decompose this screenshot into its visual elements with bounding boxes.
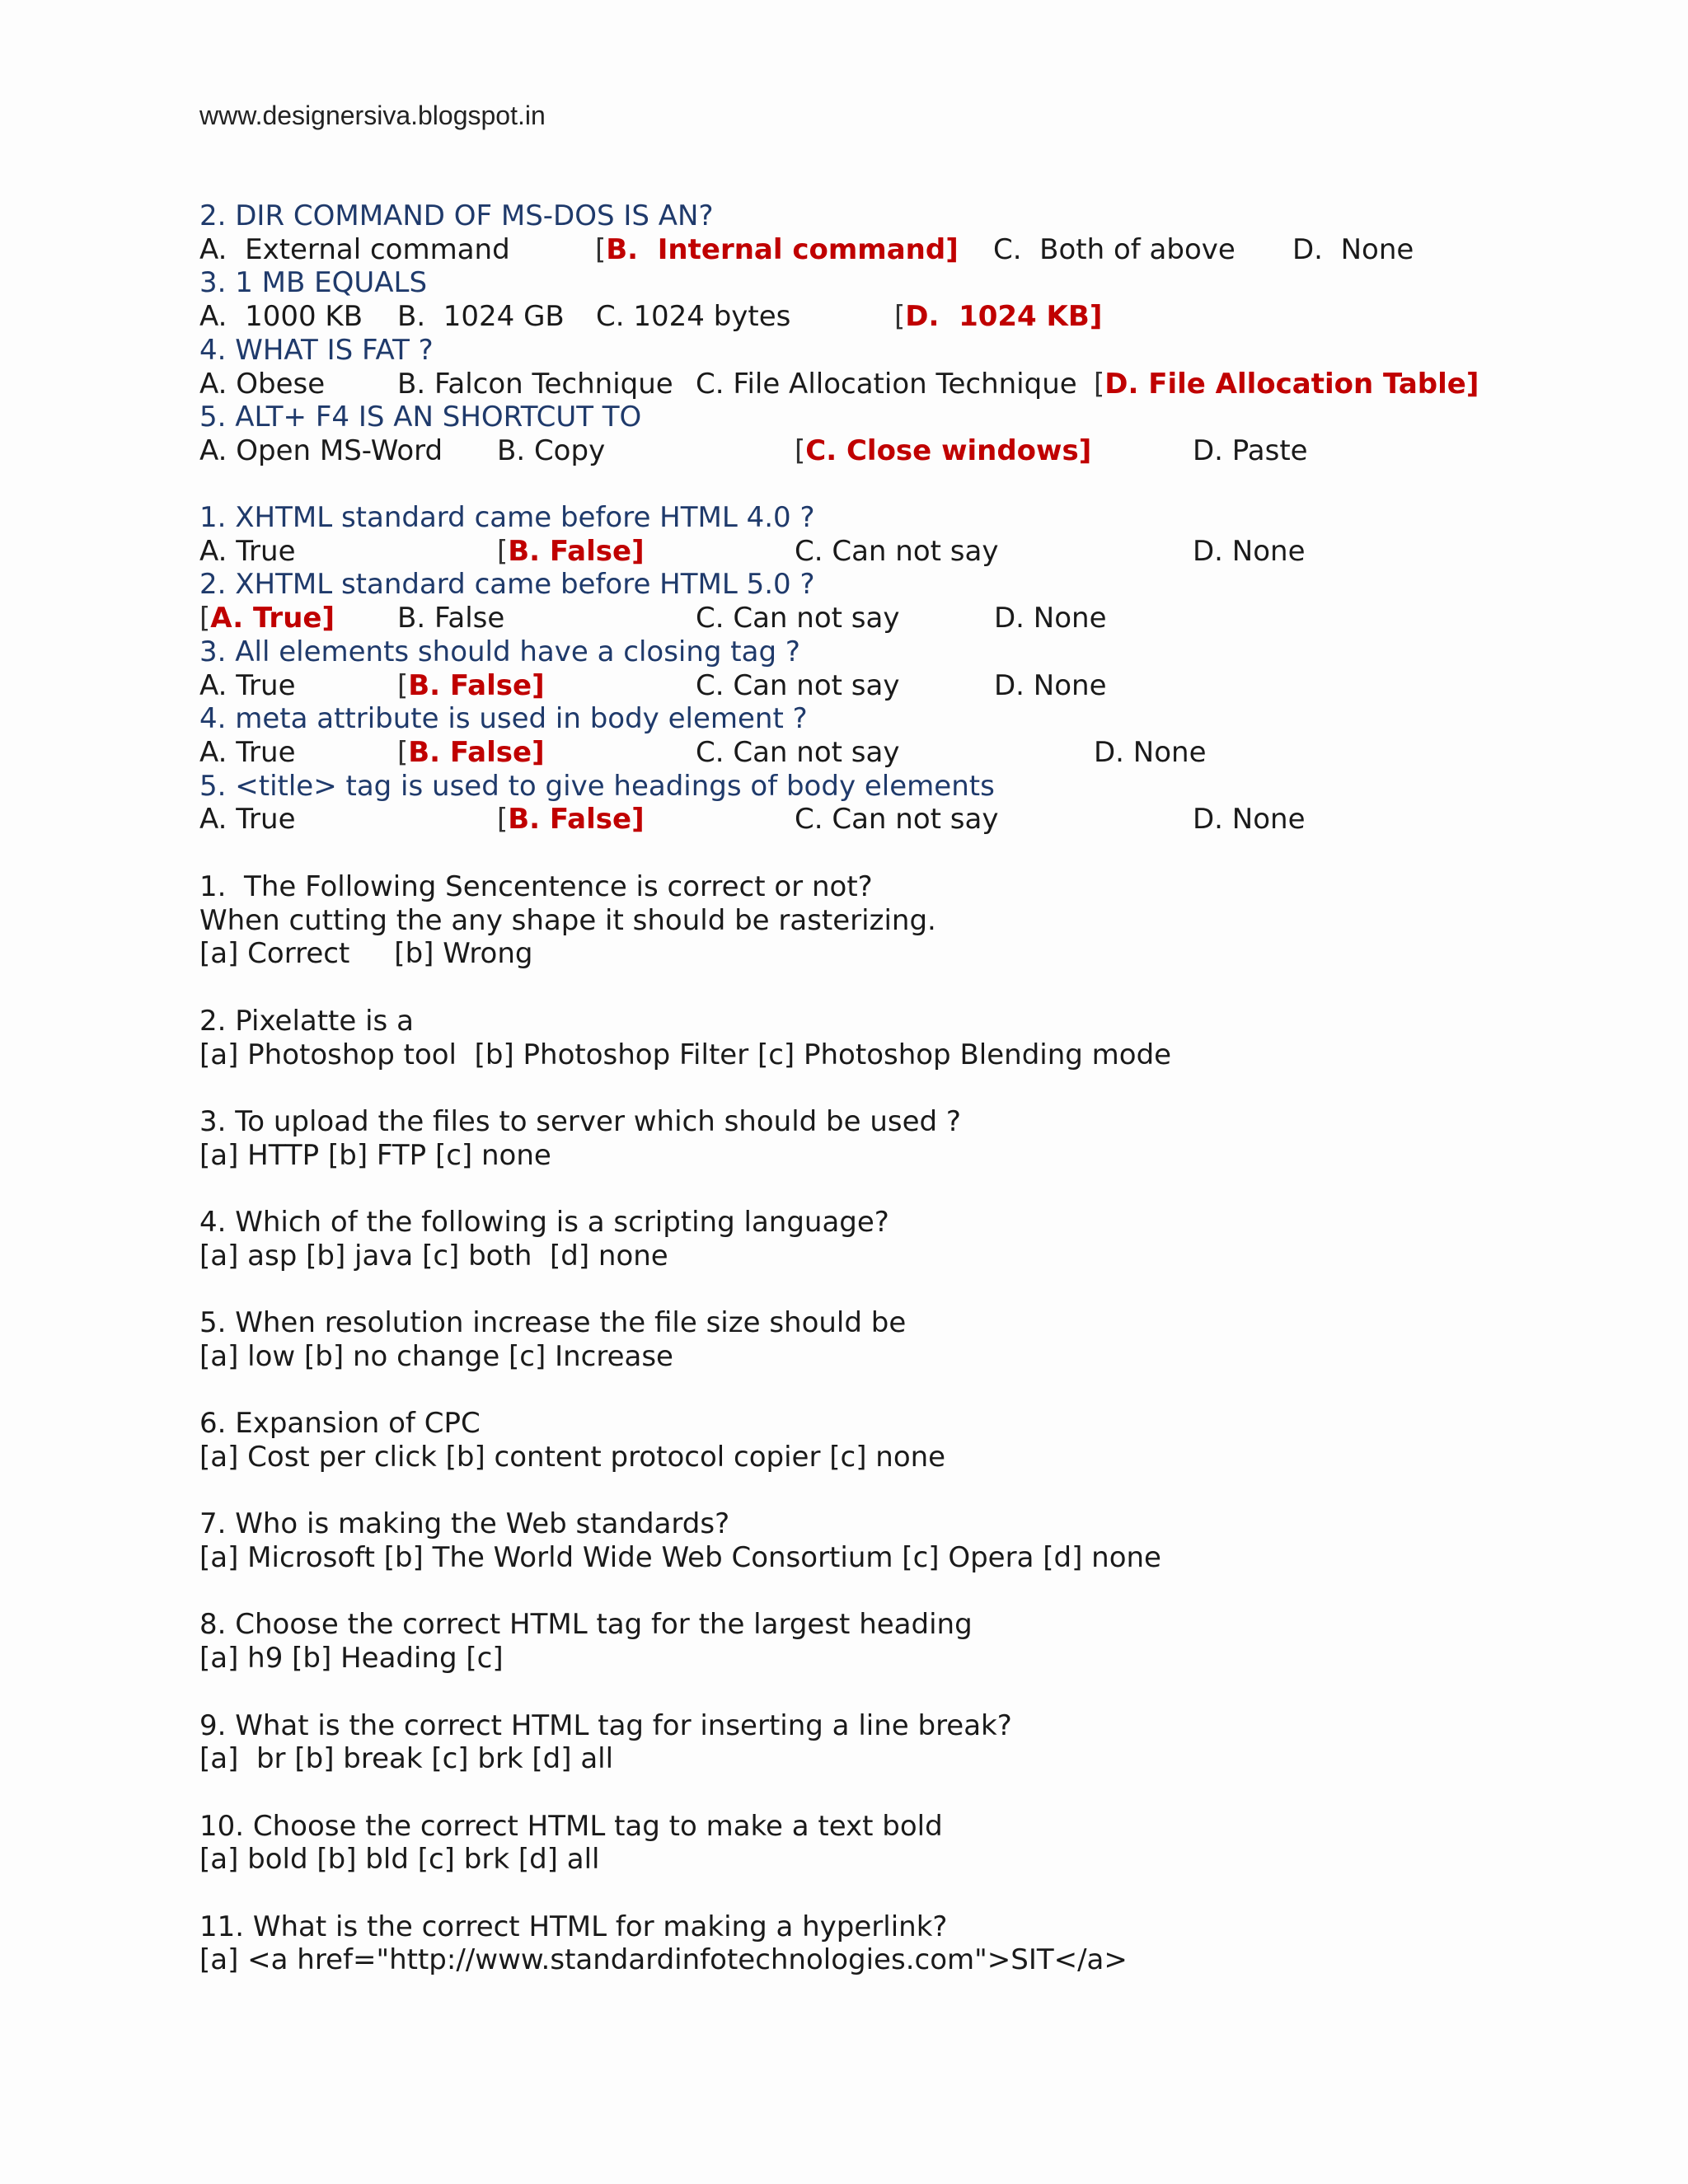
answer-option: B. False [397,602,505,635]
bracket-close: ] [532,668,545,702]
question-text: 5. When resolution increase the file size should be [199,1306,907,1340]
answer-option: A. Open MS-Word [199,434,443,467]
correct-answer-option [1094,368,1479,401]
question-text: 1. XHTML standard came before HTML 4.0 ? [199,501,815,534]
answer-text: A. True [210,602,322,635]
question-text: 1. The Following Sencentence is correct or not? [199,870,873,903]
bracket-open: [ [397,735,409,769]
question-text: 11. What is the correct HTML for making a hyperlink? [199,1910,948,1943]
answer-option: B. Copy [497,434,606,467]
answer-option: C. Can not say [696,602,900,635]
options-text: [a] Microsoft [b] The World Wide Web Consortium [c] Opera [d] none [199,1541,1161,1574]
site-header: www.designersiva.blogspot.in [199,101,546,130]
answer-text: B. False [508,803,632,837]
options-text: [a] Correct [b] Wrong [199,937,533,971]
bracket-close: ] [631,803,645,837]
answer-option: C. Can not say [696,735,900,769]
bracket-close: ] [1089,300,1103,334]
answer-option: A. Obese [199,367,326,401]
bracket-open: [ [397,668,409,702]
correct-answer-option [595,233,959,266]
answer-option: A. True [199,668,296,702]
question-text: 2. XHTML standard came before HTML 5.0 ? [199,568,815,602]
bracket-open: [ [497,803,509,837]
bracket-close: ] [1078,434,1092,467]
question-text: 4. Which of the following is a scripting language? [199,1206,889,1239]
bracket-close: ] [945,232,959,266]
options-text: [a] <a href="http://www.standardinfotechnologies.com">SIT</a> [199,1943,1128,1977]
answer-option: C. 1024 bytes [596,300,791,334]
answer-option: B. 1024 GB [397,300,565,334]
correct-answer-option [497,803,645,836]
question-text: 3. All elements should have a closing tag ? [199,635,800,668]
answer-option: D. None [994,668,1107,702]
correct-answer-option [795,434,1091,467]
answer-option: D. None [994,602,1107,635]
options-text: [a] asp [b] java [c] both [d] none [199,1239,668,1272]
answer-option: A. True [199,534,296,568]
options-text: [a] low [b] no change [c] Increase [199,1339,673,1373]
bracket-close: ] [1465,367,1479,401]
answer-option: D. None [1292,232,1414,266]
question-text: 5. <title> tag is used to give headings of body elements [199,769,995,803]
bracket-close: ] [631,534,645,568]
answer-option: D. None [1193,803,1306,837]
options-text: When cutting the any shape it should be rasterizing. [199,903,936,937]
answer-option: A. True [199,735,296,769]
answer-text: D. File Allocation Table [1104,367,1466,401]
bracket-open: [ [199,602,211,635]
answer-text: D. 1024 KB [905,300,1090,334]
answer-option: D. Paste [1193,434,1308,467]
bracket-open: [ [595,232,607,266]
question-text: 10. Choose the correct HTML tag to make a text bold [199,1809,943,1843]
answer-option: A. 1000 KB [199,300,363,334]
question-text: 8. Choose the correct HTML tag for the largest heading [199,1608,973,1642]
answer-option: A. External command [199,232,510,266]
options-text: [a] Photoshop tool [b] Photoshop Filter [c] Photoshop Blending mode [199,1038,1172,1071]
answer-text: C. Close windows [805,434,1079,467]
answer-option: C. Can not say [795,534,999,568]
question-text: 5. ALT+ F4 IS AN SHORTCUT TO [199,401,642,434]
answer-option: D. None [1193,534,1306,568]
options-text: [a] HTTP [b] FTP [c] none [199,1138,551,1172]
question-text: 3. To upload the files to server which should be used ? [199,1104,961,1138]
answer-option: C. File Allocation Technique [696,367,1077,401]
correct-answer-option [894,300,1102,333]
answer-text: B. False [408,668,532,702]
correct-answer-option [397,736,545,769]
answer-text: B. False [508,534,632,568]
answer-text: B. Internal command [606,232,946,266]
question-text: 6. Expansion of CPC [199,1407,481,1441]
options-text: [a] h9 [b] Heading [c] [199,1642,504,1675]
bracket-close: ] [321,602,335,635]
correct-answer-option [497,535,645,568]
bracket-open: [ [894,300,906,334]
answer-text: B. False [408,735,532,769]
correct-answer-option [397,669,545,702]
bracket-open: [ [795,434,806,467]
question-text: 9. What is the correct HTML tag for inserting a line break? [199,1708,1012,1742]
bracket-close: ] [532,735,545,769]
question-text: 4. WHAT IS FAT ? [199,333,434,367]
question-text: 2. DIR COMMAND OF MS-DOS IS AN? [199,199,714,232]
bracket-open: [ [1094,367,1105,401]
question-text: 2. Pixelatte is a [199,1004,414,1038]
options-text: [a] bold [b] bld [c] brk [d] all [199,1843,600,1877]
answer-option: C. Can not say [795,803,999,837]
question-text: 3. 1 MB EQUALS [199,266,428,300]
options-text: [a] br [b] break [c] brk [d] all [199,1742,614,1776]
answer-option: B. Falcon Technique [397,367,673,401]
correct-answer-option [199,602,335,635]
bracket-open: [ [497,534,509,568]
options-text: [a] Cost per click [b] content protocol copier [c] none [199,1440,946,1474]
answer-option: A. True [199,803,296,837]
answer-option: C. Both of above [993,232,1236,266]
question-text: 4. meta attribute is used in body element ? [199,702,808,736]
answer-option: C. Can not say [696,668,900,702]
question-text: 7. Who is making the Web standards? [199,1507,730,1541]
answer-option: D. None [1094,735,1207,769]
